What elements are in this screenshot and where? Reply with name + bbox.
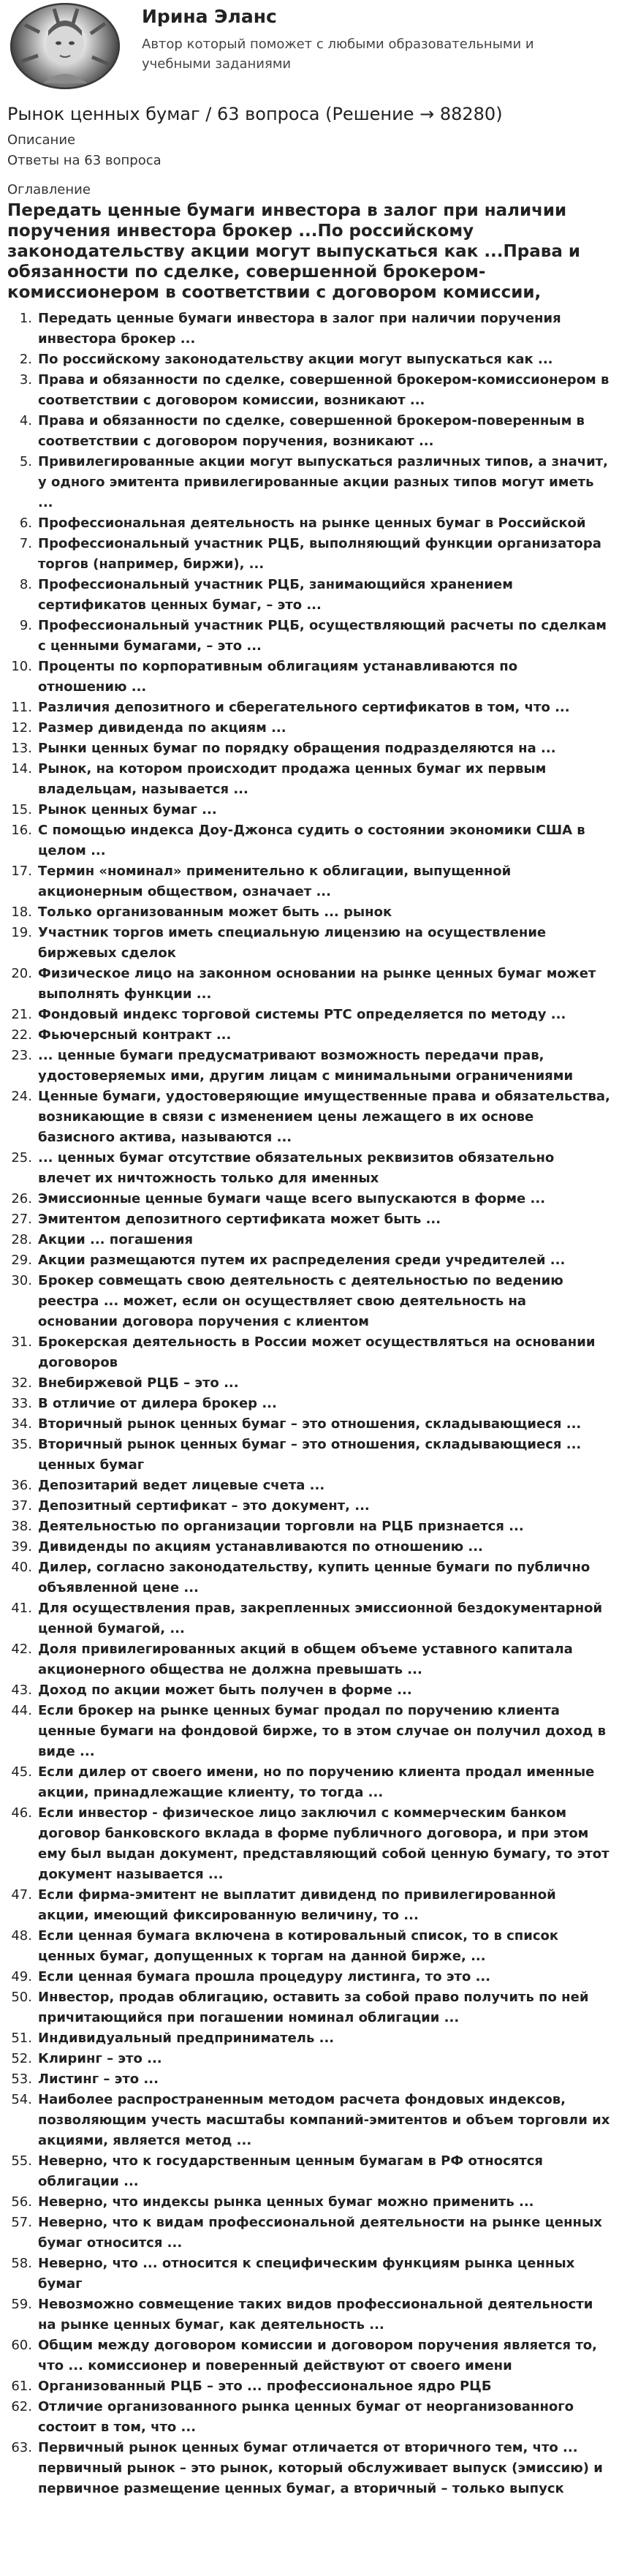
toc-item[interactable] — [7, 657, 610, 698]
toc-item-text[interactable]: Привилегированные акции могут выпускаться различных типов, а значит, у одного эмитента привилегированные акции разных типов могут иметь ... — [38, 454, 608, 510]
toc-item-text[interactable]: Рынок ценных бумаг ... — [38, 802, 217, 817]
toc-item[interactable] — [7, 616, 610, 657]
toc-item-number: 4. — [19, 413, 32, 428]
toc-item-text[interactable]: Рынки ценных бумаг по порядку обращения подразделяются на ... — [38, 741, 556, 756]
toc-item-text[interactable]: Если ценная бумага прошла процедуру листинга, то это ... — [38, 1969, 491, 1984]
toc-item[interactable] — [7, 2192, 610, 2213]
toc-item-number: 21. — [11, 1007, 32, 1022]
toc-item[interactable] — [7, 2294, 610, 2335]
toc-item[interactable] — [7, 1189, 610, 1209]
toc-item-number: 33. — [11, 1396, 32, 1411]
toc-item-text[interactable]: Листинг – это ... — [38, 2071, 159, 2087]
toc-item-number: 14. — [11, 761, 32, 777]
toc-item-number: 54. — [11, 2092, 32, 2107]
toc-item[interactable] — [7, 1967, 610, 1987]
toc-item[interactable] — [7, 1639, 610, 1680]
toc-item-text[interactable]: Права и обязанности по сделке, совершенной брокером-комиссионером в соответствии с договором комиссии, возникают ... — [38, 372, 609, 408]
toc-item[interactable] — [7, 1005, 610, 1025]
toc-item-number: 24. — [11, 1089, 32, 1104]
toc-item-text[interactable]: Профессиональный участник РЦБ, занимающийся хранением сертификатов ценных бумаг, – это ... — [38, 577, 513, 613]
toc-item[interactable] — [7, 1435, 610, 1476]
toc-item-number: 6. — [19, 515, 32, 531]
toc-item[interactable] — [7, 1025, 610, 1046]
toc-item[interactable] — [7, 370, 610, 411]
toc-item[interactable] — [7, 2254, 610, 2294]
toc-item-number: 48. — [11, 1928, 32, 1944]
toc-item-number: 13. — [11, 741, 32, 756]
toc-item-number: 17. — [11, 864, 32, 879]
toc-item[interactable] — [7, 1803, 610, 1885]
toc-item-text[interactable]: Общим между договором комиссии и договором поручения является то, что ... комиссионер и поверенный действуют от своего имени — [38, 2338, 597, 2373]
toc-item-number: 57. — [11, 2215, 32, 2230]
toc-item[interactable] — [7, 1537, 610, 1557]
toc-item-number: 38. — [11, 1519, 32, 1534]
toc-item[interactable] — [7, 739, 610, 759]
toc-item-number: 36. — [11, 1478, 32, 1493]
toc-item-number: 5. — [19, 454, 32, 469]
toc-item[interactable] — [7, 452, 610, 513]
toc-item[interactable] — [7, 923, 610, 964]
toc-item-text[interactable]: Термин «номинал» применительно к облигации, выпущенной акционерным обществом, означает ... — [38, 864, 512, 899]
toc-item-text[interactable]: Если фирма-эмитент не выплатит дивиденд по привилегированной акции, имеющий фиксированную величину, то ... — [38, 1887, 556, 1923]
toc-item-number: 53. — [11, 2071, 32, 2087]
toc-item-number: 50. — [11, 1990, 32, 2005]
toc-item[interactable] — [7, 1885, 610, 1926]
toc-item-text[interactable]: Брокер совмещать свою деятельность с деятельностью по ведению реестра ... может, если он осуществляет свою деятельность на основании договора поручения с клиентом — [38, 1273, 563, 1329]
toc-item[interactable] — [7, 1701, 610, 1762]
toc-item-number: 15. — [11, 802, 32, 817]
toc-item[interactable] — [7, 2376, 610, 2397]
toc-item-text[interactable]: Депозитный сертификат – это документ, ... — [38, 1498, 370, 1514]
toc-item[interactable] — [7, 1394, 610, 1414]
toc-item[interactable] — [7, 1476, 610, 1496]
toc-item-number: 7. — [19, 536, 32, 551]
toc-item-number: 10. — [11, 659, 32, 674]
author-block — [7, 0, 610, 92]
toc-item-number: 60. — [11, 2338, 32, 2353]
toc-item-text[interactable]: Ценные бумаги, удостоверяющие имущественные права и обязательства, возникающие в связи с изменением цены лежащего в их основе базисного актива, называются ... — [38, 1089, 610, 1145]
toc-item[interactable] — [7, 2151, 610, 2192]
toc-item-text[interactable]: Индивидуальный предприниматель ... — [38, 2031, 335, 2046]
toc-item-number: 47. — [11, 1887, 32, 1903]
toc-item-number: 56. — [11, 2194, 32, 2210]
toc-item-number: 49. — [11, 1969, 32, 1984]
toc-item-text[interactable]: Доход по акции может быть получен в форме ... — [38, 1682, 412, 1698]
toc-item[interactable] — [7, 1414, 610, 1435]
toc-item[interactable] — [7, 1209, 610, 1230]
toc-item[interactable] — [7, 800, 610, 820]
toc-item-text[interactable]: Физическое лицо на законном основании на рынке ценных бумаг может выполнять функции ... — [38, 966, 596, 1002]
toc-item[interactable] — [7, 698, 610, 718]
toc-item-number: 44. — [11, 1703, 32, 1718]
toc-item-number: 35. — [11, 1437, 32, 1452]
toc-item-text[interactable]: С помощью индекса Доу-Джонса судить о состоянии экономики США в целом ... — [38, 823, 585, 858]
toc-item[interactable] — [7, 575, 610, 616]
toc-item[interactable] — [7, 1148, 610, 1189]
toc-item-text[interactable]: В отличие от дилера брокер ... — [38, 1396, 277, 1411]
toc-item-number: 45. — [11, 1764, 32, 1780]
toc-item-text[interactable]: Внебиржевой РЦБ – это ... — [38, 1375, 239, 1391]
toc-item[interactable] — [7, 1680, 610, 1701]
toc-item-number: 3. — [19, 372, 32, 388]
toc-item-number: 27. — [11, 1212, 32, 1227]
toc-label: Оглавление — [7, 182, 91, 197]
toc-item[interactable] — [7, 1762, 610, 1803]
toc-item-text[interactable]: Инвестор, продав облигацию, оставить за собой право получить по ней причитающийся при погашении номинал облигации ... — [38, 1990, 589, 2025]
toc-item[interactable] — [7, 350, 610, 370]
description-label: Описание — [7, 132, 76, 148]
toc-item-text[interactable]: Неверно, что индексы рынка ценных бумаг можно применить ... — [38, 2194, 534, 2210]
toc-item-text[interactable]: Первичный рынок ценных бумаг отличается от вторичного тем, что ... первичный рынок – это рынок, который обслуживает выпуск (эмиссию) и первичное размещение ценных бумаг, а вторичный – только выпуск — [38, 2440, 603, 2496]
toc-item-text[interactable]: Дилер, согласно законодательству, купить ценные бумаги по публично объявленной цене ... — [38, 1560, 590, 1595]
toc-item-text[interactable]: Эмиссионные ценные бумаги чаще всего выпускаются в форме ... — [38, 1191, 546, 1206]
toc-item-number: 2. — [19, 352, 32, 367]
toc-item-text[interactable]: Наиболее распространенным методом расчета фондовых индексов, позволяющим учесть масштабы компаний-эмитентов и объем торговли их акциями, является метод ... — [38, 2092, 610, 2148]
toc-item-text[interactable]: Невозможно совмещение таких видов профессиональной деятельности на рынке ценных бумаг, как деятельность ... — [38, 2297, 593, 2333]
toc-item-text[interactable]: Акции размещаются путем их распределения среди учредителей ... — [38, 1253, 566, 1268]
page-title: Рынок ценных бумаг / 63 вопроса (Решение → 88280) — [7, 104, 503, 124]
toc-item-number: 19. — [11, 925, 32, 940]
toc-item-number: 43. — [11, 1682, 32, 1698]
toc-item-text[interactable]: Права и обязанности по сделке, совершенной брокером-поверенным в соответствии с договором поручения, возникают ... — [38, 413, 585, 449]
toc-item-text[interactable]: Клиринг – это ... — [38, 2051, 162, 2066]
toc-item[interactable] — [7, 1046, 610, 1087]
toc-item-text[interactable]: Передать ценные бумаги инвестора в залог при наличии поручения инвестора брокер ... — [38, 311, 561, 347]
avatar-portrait-icon — [10, 3, 120, 89]
toc-item-text[interactable]: Размер дивиденда по акциям ... — [38, 720, 286, 736]
toc-item-number: 25. — [11, 1150, 32, 1166]
toc-item-text[interactable]: Если инвестор - физическое лицо заключил с коммерческим банком договор банковского вклада в форме публичного договора, и при этом ему был выдан документ, представляющий собой ценную бумагу, то этот документ называется ... — [38, 1805, 609, 1882]
toc-item-number: 31. — [11, 1334, 32, 1350]
toc-item[interactable] — [7, 759, 610, 800]
toc-item-number: 23. — [11, 1048, 32, 1063]
toc-item-text[interactable]: Акции ... погашения — [38, 1232, 194, 1247]
toc-item-number: 20. — [11, 966, 32, 981]
toc-item-number: 61. — [11, 2379, 32, 2394]
toc-item-text[interactable]: Отличие организованного рынка ценных бумаг от неорганизованного состоит в том, что ... — [38, 2399, 574, 2435]
toc-item-text[interactable]: Если дилер от своего имени, но по поручению клиента продал именные акции, принадлежащие клиенту, то тогда ... — [38, 1764, 595, 1800]
toc-item-number: 28. — [11, 1232, 32, 1247]
toc-item[interactable] — [7, 1557, 610, 1598]
toc-item-text[interactable]: Эмитентом депозитного сертификата может быть ... — [38, 1212, 441, 1227]
toc-item[interactable] — [7, 1373, 610, 1394]
toc-item-number: 34. — [11, 1416, 32, 1432]
toc-item-text[interactable]: Участник торгов иметь специальную лицензию на осуществление биржевых сделок — [38, 925, 547, 961]
toc-item[interactable] — [7, 1926, 610, 1967]
toc-item[interactable] — [7, 2028, 610, 2049]
toc-item[interactable] — [7, 534, 610, 575]
toc-item-text[interactable]: Фондовый индекс торговой системы РТС определяется по методу ... — [38, 1007, 566, 1022]
toc-item-text[interactable]: ... ценных бумаг отсутствие обязательных реквизитов обязательно влечет их ничтожность только для именных — [38, 1150, 555, 1186]
toc-item-text[interactable]: Неверно, что к государственным ценным бумагам в РФ относятся облигации ... — [38, 2153, 543, 2189]
toc-item[interactable] — [7, 1987, 610, 2028]
toc-item-text[interactable]: Профессиональная деятельность на рынке ценных бумаг в Российской — [38, 515, 586, 531]
toc-item-text[interactable]: ... ценные бумаги предусматривают возможность передачи прав, удостоверяемых ими, другим лицам с минимальными ограничениями — [38, 1048, 574, 1084]
toc-item[interactable] — [7, 2335, 610, 2376]
author-info — [142, 3, 573, 74]
toc-item[interactable] — [7, 1250, 610, 1271]
answers-label: Ответы на 63 вопроса — [7, 153, 162, 168]
toc-item-text[interactable]: Для осуществления прав, закрепленных эмиссионной бездокументарной ценной бумагой, ... — [38, 1601, 603, 1636]
toc-item-text[interactable]: Если брокер на рынке ценных бумаг продал по поручению клиента ценные бумаги на фондовой бирже, то в этом случае он получил доход в виде ... — [38, 1703, 606, 1759]
toc-item[interactable] — [7, 1087, 610, 1148]
table-of-contents — [7, 309, 610, 2499]
toc-item[interactable] — [7, 1332, 610, 1373]
toc-item-number: 9. — [19, 618, 32, 633]
toc-item-number: 37. — [11, 1498, 32, 1514]
toc-item-text[interactable]: Если ценная бумага включена в котировальный список, то в список ценных бумаг, допущенных к торгам на данной бирже, ... — [38, 1928, 559, 1964]
toc-item[interactable] — [7, 1496, 610, 1516]
toc-item[interactable] — [7, 1271, 610, 1332]
toc-item-text[interactable]: Профессиональный участник РЦБ, осуществляющий расчеты по сделкам с ценными бумагами, – это ... — [38, 618, 607, 654]
toc-item-number: 52. — [11, 2051, 32, 2066]
toc-item-number: 59. — [11, 2297, 32, 2312]
toc-item-number: 55. — [11, 2153, 32, 2169]
toc-item-text[interactable]: Организованный РЦБ – это ... профессиональное ядро РЦБ — [38, 2379, 492, 2394]
toc-item[interactable] — [7, 411, 610, 452]
toc-item-number: 1. — [19, 311, 32, 326]
toc-item-number: 62. — [11, 2399, 32, 2414]
toc-item-number: 29. — [11, 1253, 32, 1268]
toc-item-text[interactable]: Рынок, на котором происходит продажа ценных бумаг их первым владельцам, называется ... — [38, 761, 547, 797]
toc-item-text[interactable]: Неверно, что к видам профессиональной деятельности на рынке ценных бумаг относится ... — [38, 2215, 602, 2251]
toc-item[interactable] — [7, 902, 610, 923]
toc-item[interactable] — [7, 1516, 610, 1537]
toc-item-number: 26. — [11, 1191, 32, 1206]
toc-item[interactable] — [7, 2069, 610, 2090]
toc-item-text[interactable]: Фьючерсный контракт ... — [38, 1027, 232, 1043]
toc-item-number: 18. — [11, 904, 32, 920]
toc-item-number: 46. — [11, 1805, 32, 1821]
toc-item-text[interactable]: Только организованным может быть ... рынок — [38, 904, 392, 920]
question-heading: Передать ценные бумаги инвестора в залог при наличии поручения инвестора брокер ...По российскому законодательству акции могут выпускаться как ...Права и обязанности по сделке, совершенной брокером-комиссионером в соответствии с договором комиссии, — [7, 201, 580, 302]
toc-item-number: 41. — [11, 1601, 32, 1616]
toc-item-number: 12. — [11, 720, 32, 736]
toc-item-number: 11. — [11, 700, 32, 715]
toc-item[interactable] — [7, 820, 610, 861]
toc-item-text[interactable]: Различия депозитного и сберегательного сертификатов в том, что ... — [38, 700, 570, 715]
toc-item-text[interactable]: Вторичный рынок ценных бумаг – это отношения, складывающиеся ... ценных бумаг — [38, 1437, 582, 1473]
toc-item-number: 39. — [11, 1539, 32, 1555]
toc-item-number: 51. — [11, 2031, 32, 2046]
toc-item[interactable] — [7, 964, 610, 1005]
author-name[interactable]: Ирина Эланс — [142, 6, 277, 27]
toc-item-number: 63. — [11, 2440, 32, 2455]
toc-item-number: 16. — [11, 823, 32, 838]
toc-item[interactable] — [7, 718, 610, 739]
toc-item-number: 30. — [11, 1273, 32, 1288]
toc-item[interactable] — [7, 309, 610, 350]
toc-item-number: 22. — [11, 1027, 32, 1043]
toc-item-text[interactable]: Проценты по корпоративным облигациям устанавливаются по отношению ... — [38, 659, 518, 695]
toc-item-text[interactable]: Деятельностью по организации торговли на РЦБ признается ... — [38, 1519, 524, 1534]
toc-item[interactable] — [7, 513, 610, 534]
toc-item-text[interactable]: Депозитарий ведет лицевые счета ... — [38, 1478, 325, 1493]
author-avatar[interactable] — [10, 3, 120, 89]
toc-item-text[interactable]: Неверно, что ... относится к специфическим функциям рынка ценных бумаг — [38, 2256, 575, 2292]
toc-item-text[interactable]: Брокерская деятельность в России может осуществляться на основании договоров — [38, 1334, 596, 1370]
toc-item[interactable] — [7, 2049, 610, 2069]
toc-item[interactable] — [7, 2213, 610, 2254]
toc-item[interactable] — [7, 2397, 610, 2438]
toc-item-number: 32. — [11, 1375, 32, 1391]
toc-item[interactable] — [7, 1230, 610, 1250]
toc-item[interactable] — [7, 861, 610, 902]
toc-item[interactable] — [7, 1598, 610, 1639]
toc-item[interactable] — [7, 2090, 610, 2151]
toc-item-text[interactable]: По российскому законодательству акции могут выпускаться как ... — [38, 352, 553, 367]
toc-item-number: 42. — [11, 1642, 32, 1657]
author-description: Автор который поможет с любыми образовательными и учебными заданиями — [142, 37, 534, 72]
toc-item-text[interactable]: Вторичный рынок ценных бумаг – это отношения, складывающиеся ... — [38, 1416, 582, 1432]
toc-item-text[interactable]: Доля привилегированных акций в общем объеме уставного капитала акционерного общества не должна превышать ... — [38, 1642, 573, 1677]
toc-item-number: 8. — [19, 577, 32, 592]
toc-item-text[interactable]: Дивиденды по акциям устанавливаются по отношению ... — [38, 1539, 483, 1555]
toc-item[interactable] — [7, 2438, 610, 2499]
toc-item-number: 40. — [11, 1560, 32, 1575]
toc-item-text[interactable]: Профессиональный участник РЦБ, выполняющий функции организатора торгов (например, биржи), ... — [38, 536, 601, 572]
toc-item-number: 58. — [11, 2256, 32, 2271]
